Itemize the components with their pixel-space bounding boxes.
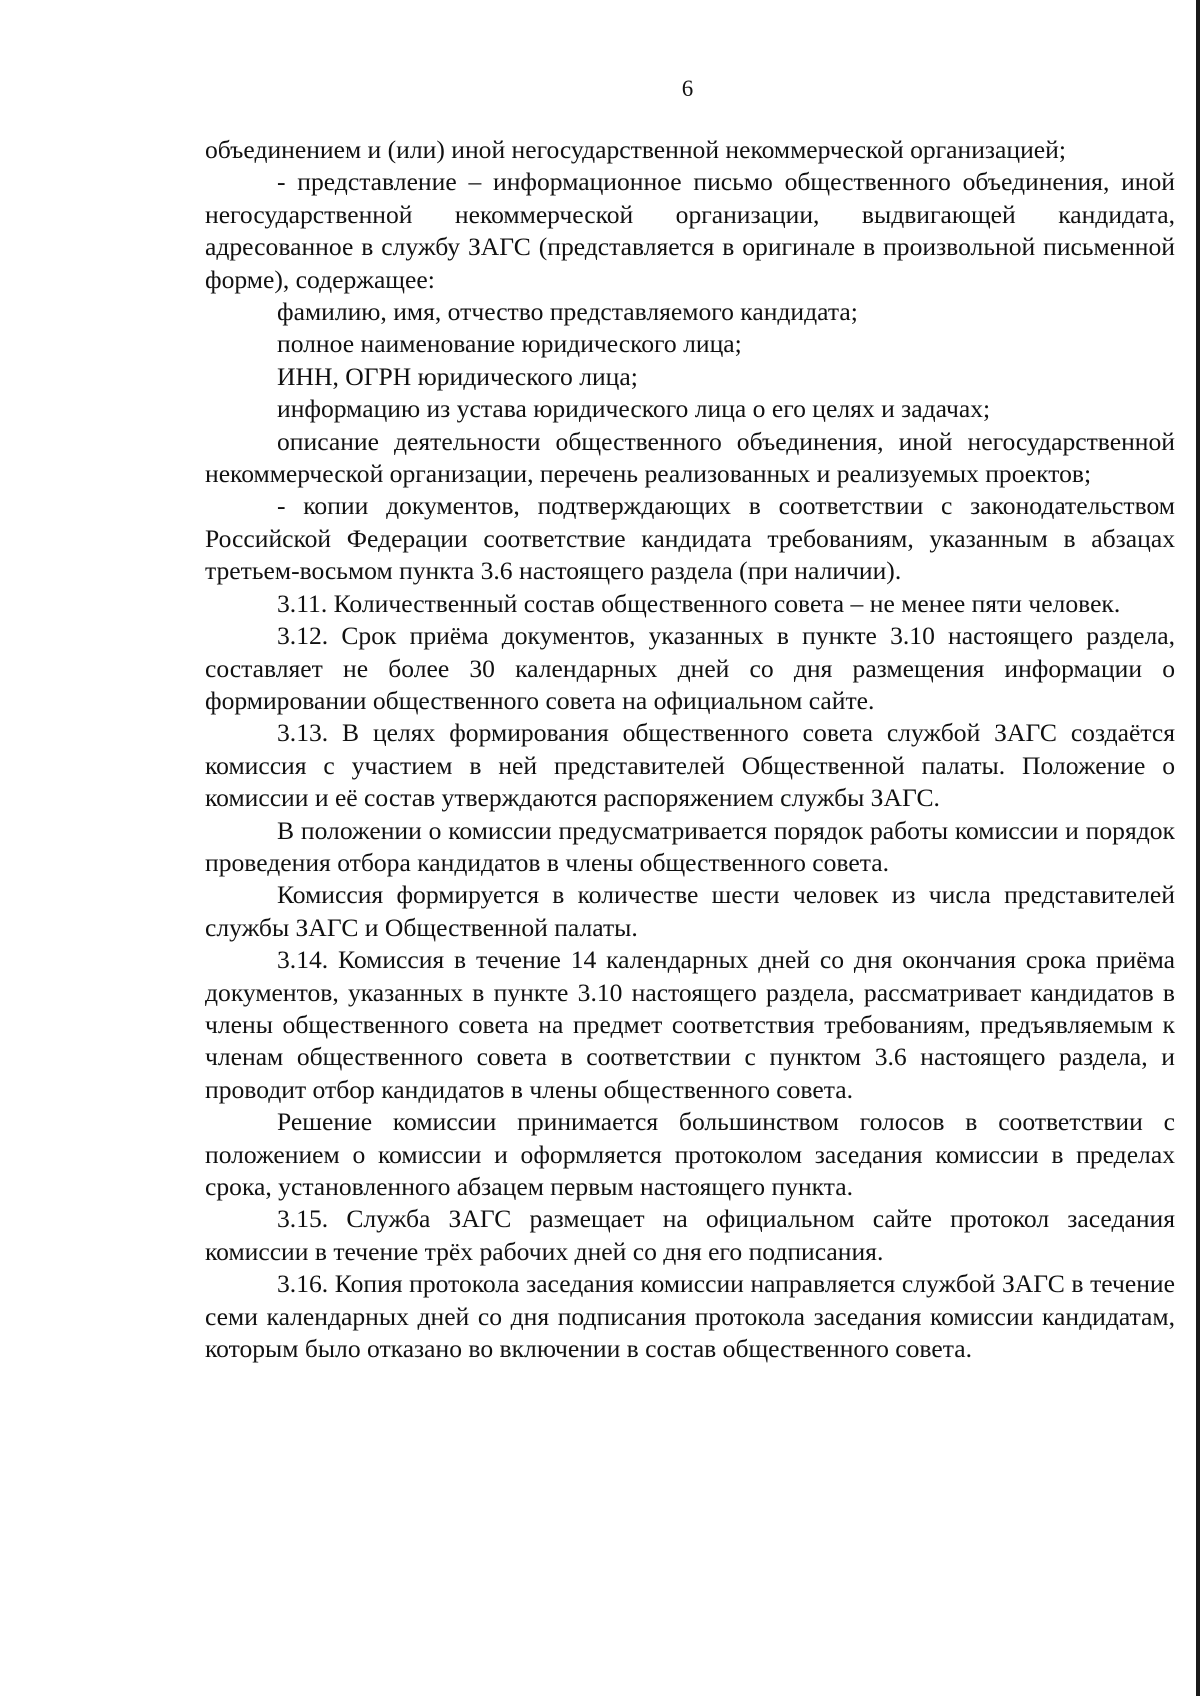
paragraph-3-14: 3.14. Комиссия в течение 14 календарных дней со дня окончания срока приёма документов, указанных в пункте 3.10 настоящего раздела, рассматривает кандидатов в члены общественного совета на предмет соответствия требованиям, предъявляемым к членам общественного совета в соответствии с пунктом 3.6 настоящего раздела, и проводит отбор кандидатов в члены общественного совета. (205, 945, 1175, 1104)
list-item-charter-info: информацию из устава юридического лица о его целях и задачах; (277, 394, 991, 424)
paragraph-continuation: объединением и (или) иной негосударственной некоммерческой организацией; (205, 135, 1066, 164)
scan-edge-border (1196, 0, 1200, 1696)
paragraph-3-11: 3.11. Количественный состав общественного совета – не менее пяти человек. (277, 588, 1121, 618)
paragraph-3-16: 3.16. Копия протокола заседания комиссии направляется службой ЗАГС в течение семи календарных дней со дня подписания протокола заседания комиссии кандидатам, которым было отказано во включении в состав общественного совета. (205, 1269, 1175, 1364)
paragraph-3-13: 3.13. В целях формирования общественного совета службой ЗАГС создаётся комиссия с участием в ней представителей Общественной палаты. Положение о комиссии и её состав утверждаются распоряжением службы ЗАГС. (205, 718, 1175, 813)
paragraph-commission-composition: Комиссия формируется в количестве шести человек из числа представителей службы ЗАГС и Общественной палаты. (205, 880, 1175, 942)
paragraph-commission-decision: Решение комиссии принимается большинством голосов в соответствии с положением о комиссии и оформляется протоколом заседания комиссии в пределах срока, установленного абзацем первым настоящего пункта. (205, 1107, 1175, 1201)
paragraph-3-12: 3.12. Срок приёма документов, указанных в пункте 3.10 настоящего раздела, составляет не более 30 календарных дней со дня размещения информации о формировании общественного совета на официальном сайте. (205, 621, 1175, 715)
list-item-legal-name: полное наименование юридического лица; (277, 329, 742, 359)
page-number: 6 (681, 76, 694, 101)
list-item-inn-ogrn: ИНН, ОГРН юридического лица; (277, 361, 638, 391)
list-item-full-name: фамилию, имя, отчество представляемого кандидата; (277, 297, 858, 327)
paragraph-document-copies: - копии документов, подтверждающих в соответствии с законодательством Российской Федерации соответствие кандидата требованиям, указанным в абзацах третьем-восьмом пункта 3.6 настоящего раздела (при наличии). (205, 491, 1175, 586)
paragraph-commission-regulation: В положении о комиссии предусматривается порядок работы комиссии и порядок проведения отбора кандидатов в члены общественного совета. (205, 815, 1175, 877)
paragraph-3-15: 3.15. Служба ЗАГС размещает на официальном сайте протокол заседания комиссии в течение трёх рабочих дней со дня его подписания. (205, 1204, 1175, 1266)
list-item-activity-description: описание деятельности общественного объединения, иной негосударственной некоммерческой организации, перечень реализованных и реализуемых проектов; (205, 426, 1175, 489)
paragraph-submission: - представление – информационное письмо общественного объединения, иной негосударственной некоммерческой организации, выдвигающей кандидата, адресованное в службу ЗАГС (представляется в оригинале в произвольной письменной форме), содержащее: (205, 167, 1175, 294)
document-body (205, 134, 1175, 1365)
